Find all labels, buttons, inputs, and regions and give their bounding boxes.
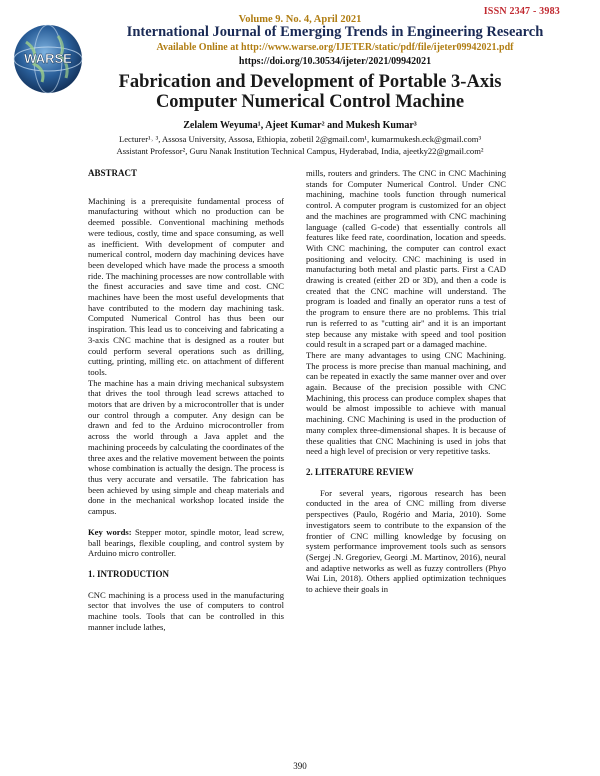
title-line-1: Fabrication and Development of Portable 3-Axis — [118, 72, 502, 92]
introduction-paragraph-3: There are many advantages to using CNC Machining. The process is more precise than manual machining, and can be repeated in exactly the same manner over and over again. Because of the precision possible with CNC Machining, this process can produce complex shapes that would be almost impossible to achieve with manual machining. CNC Machining is used in the production of many complex three-dimensional shapes. It is because of these qualities that CNC Machining is used in jobs that need a high level of precision or very repetitive tasks. — [306, 349, 506, 457]
available-online-link[interactable]: Available Online at http://www.warse.org/IJETER/static/pdf/file/ijeter09942021.pdf — [156, 42, 514, 53]
issn-label: ISSN 2347 - 3983 — [483, 6, 560, 17]
abstract-heading: ABSTRACT — [88, 168, 138, 178]
keywords — [88, 527, 284, 559]
affiliation-1: Lecturer¹˒ ³, Assosa University, Assosa, Ethiopia, zobetil 2@gmail.com¹, kumarmukesh.eck@gmail.com³ — [118, 134, 482, 144]
introduction-paragraph-2: mills, routers and grinders. The CNC in CNC Machining stands for Computer Numerical Control. Under CNC machining, machine tools function through numerical control. A computer program is customized for an object and the machines are programmed with CNC machining language (called G-code) that essentially controls all features like feed rate, coordination, location and speeds. With CNC machining, the computer can control exact positioning and velocity. CNC machining is used in manufacturing both metal and plastic parts. First a CAD drawing is created (either 2D or 3D), and then a code is created that the CNC machine will understand. The program is loaded and finally an operator runs a test of the program to ensure there are no problems. This trial run is referred to as "cutting air" and it is an important step because any mistake with speed and tool position could result in a scraped part or a damaged machine. — [306, 168, 506, 350]
right-column — [306, 168, 506, 595]
keywords-text: Stepper motor, spindle motor, lead screw, ball bearings, flexible coupling, and control system by Arduino micro controller. — [88, 526, 284, 559]
left-column — [88, 168, 284, 632]
introduction-heading: 1. INTRODUCTION — [88, 568, 170, 579]
doi-link[interactable]: https://doi.org/10.30534/ijeter/2021/09942021 — [238, 56, 432, 67]
literature-review-heading: 2. LITERATURE REVIEW — [306, 466, 414, 477]
page-number: 390 — [293, 761, 307, 771]
introduction-paragraph-1: CNC machining is a process used in the manufacturing sector that involves the use of computers to control machine tools. Tools that can be controlled in this manner include lathes, — [88, 589, 284, 632]
abstract-paragraph-1: Machining is a prerequisite fundamental process of manufacturing without which no production can be deemed possible. Conventional machining methods were tedious, costly, time and space consuming, as well as inefficient. With development of computer and numerical control, modern day machining devices have been developed which have made the process a smooth ride. The machining processes are now controllable with the finest accuracies and save time and cost. CNC machines have been the most useful developments that have contributed to the modern day machining task. Computed Numerical Control has thus been our inspiration. This lead us to conceiving and fabricating a 3-axis CNC machine that is designed as a router but could perform several operations such as drilling, cutting, printing, milling etc. on attachment of different tools. — [88, 195, 284, 377]
abstract-paragraph-2: The machine has a main driving mechanical subsystem that drives the tool through lead screws attached to motors that are driven by a microcontroller that is under our control through a computer. Any design can be drawn and fed to the Arduino microcontroller from across the world through a Java applet and the machining proceeds by calculating the coordinates of the three axes and the relative movement between the points whose combination is actually the design. The process is thus very accurate and versatile. The fabrication has been achieved by using simple and cheap materials and done in the mechanical workshop located inside the campus. — [88, 377, 284, 517]
volume-issue: Volume 9. No. 4, April 2021 — [238, 14, 362, 25]
paper-title — [60, 72, 560, 112]
journal-name: International Journal of Emerging Trends in Engineering Research — [126, 24, 544, 40]
affiliation-2: Assistant Professor², Guru Nanak Institution Technical Campus, Hyderabad, India, ajeetky22@gmail.com² — [116, 146, 484, 156]
title-line-2: Computer Numerical Control Machine — [155, 92, 465, 112]
literature-review-paragraph-1: For several years, rigorous research has been conducted in the area of CNC milling from diverse perspectives (Paulo, Rogério and Maria, 2010). Some investigators seem to contribute to the expansion of the frontier of CNC milling knowledge by focusing on system performance improvement tools such as sensors (Sergej .N. Gregoriev, Georgi .M. Martinov, 2016), neural and adaptive networks as well as fuzzy controllers (Phyo Wai Lin, 2018). Others applied optimization techniques to achieve their goals in — [306, 487, 506, 595]
keywords-label: Key words: — [88, 526, 132, 537]
authors: Zelalem Weyuma¹, Ajeet Kumar² and Mukesh Kumar³ — [183, 120, 417, 131]
logo-text: WARSE — [24, 51, 72, 66]
